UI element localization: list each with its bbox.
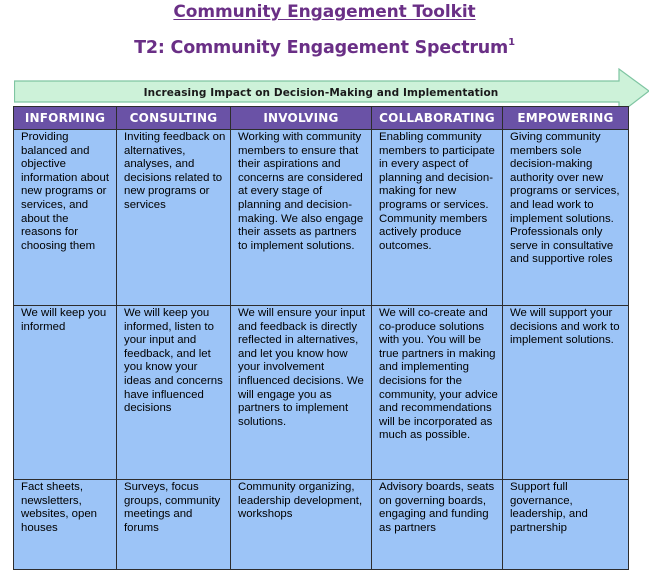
column-header-collaborating: COLLABORATING bbox=[372, 107, 503, 130]
table-cell: Community organizing, leadership development, workshops bbox=[231, 480, 372, 570]
table-row-goal bbox=[14, 130, 629, 306]
table-cell: Enabling community members to participate in every aspect of planning and decision-making for new programs or services. Community members actively produce outcomes. bbox=[372, 130, 503, 306]
footnote-marker: 1 bbox=[508, 37, 515, 48]
subtitle-text: T2: Community Engagement Spectrum bbox=[134, 38, 509, 58]
table-row-examples bbox=[14, 480, 629, 570]
toolkit-title: Community Engagement Toolkit bbox=[173, 2, 476, 22]
table-cell: We will ensure your input and feedback is directly reflected in alternatives, and let you know how your involvement influenced decisions. We will engage you as partners to implement solutions. bbox=[231, 306, 372, 480]
table-cell: We will support your decisions and work to implement solutions. bbox=[503, 306, 629, 480]
table-cell: Giving community members sole decision-making authority over new programs or services, and lead work to implement solutions. Professionals only serve in consultative and supportive roles bbox=[503, 130, 629, 306]
table-cell: Advisory boards, seats on governing boards, engaging and funding as partners bbox=[372, 480, 503, 570]
table-row-promise bbox=[14, 306, 629, 480]
table-cell: We will keep you informed bbox=[14, 306, 117, 480]
column-header-involving: INVOLVING bbox=[231, 107, 372, 130]
column-header-informing: INFORMING bbox=[14, 107, 117, 130]
table-cell: Support full governance, leadership, and partnership bbox=[503, 480, 629, 570]
table-cell: Working with community members to ensure that their aspirations and concerns are considered at every stage of planning and decision-making. We also engage their assets as partners to implement solutions. bbox=[231, 130, 372, 306]
impact-arrow-label: Increasing Impact on Decision-Making and Implementation bbox=[143, 87, 499, 99]
table-cell: Fact sheets, newsletters, websites, open houses bbox=[14, 480, 117, 570]
table-header-row bbox=[14, 107, 629, 130]
page-title bbox=[0, 38, 649, 58]
table-cell: Providing balanced and objective information about new programs or services, and about the reasons for choosing them bbox=[14, 130, 117, 306]
table-cell: We will keep you informed, listen to your input and feedback, and let you know your ideas and concerns have influenced decisions bbox=[117, 306, 231, 480]
table-cell: We will co-create and co-produce solutions with you. You will be true partners in making and implementing decisions for the community, your advice and recommendations will be incorporated as much as possible. bbox=[372, 306, 503, 480]
engagement-spectrum-table bbox=[13, 106, 629, 570]
table-cell: Inviting feedback on alternatives, analyses, and decisions related to new programs or services bbox=[117, 130, 231, 306]
column-header-empowering: EMPOWERING bbox=[503, 107, 629, 130]
table-cell: Surveys, focus groups, community meetings and forums bbox=[117, 480, 231, 570]
column-header-consulting: CONSULTING bbox=[117, 107, 231, 130]
